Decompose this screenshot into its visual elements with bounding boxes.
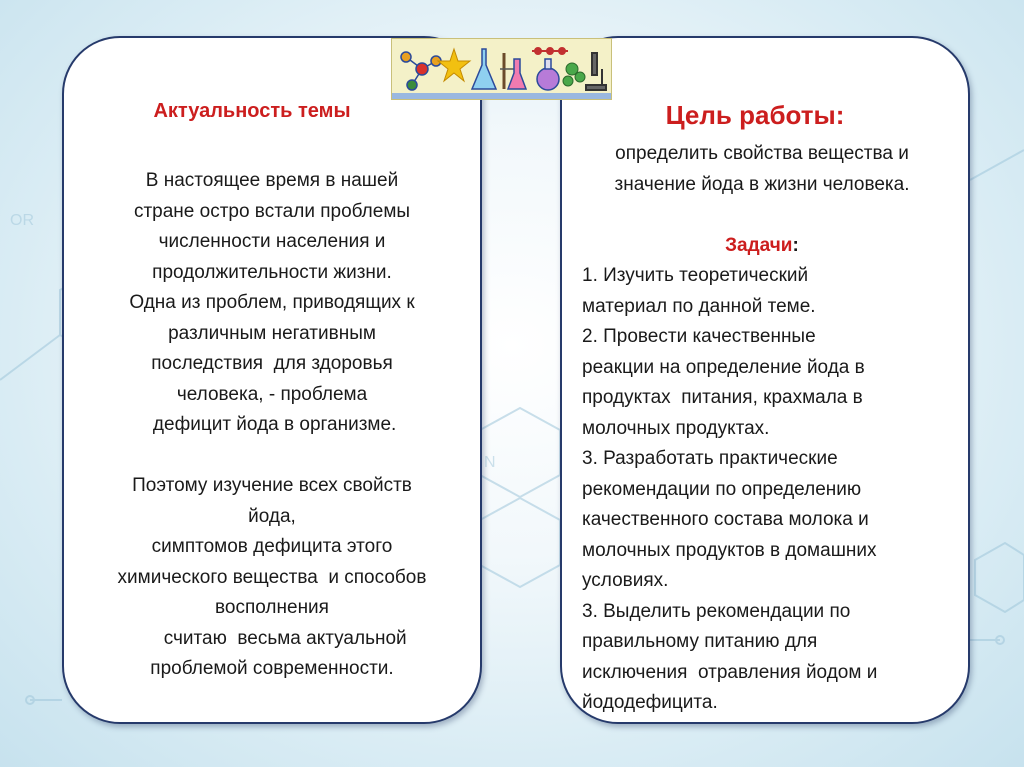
text-line: йода, — [248, 505, 296, 527]
text-line: Поэтому изучение всех свойств — [132, 475, 412, 496]
text-line: численности населения и — [158, 231, 386, 252]
goal-line: значение йода в жизни человека. — [614, 173, 910, 195]
paragraph-spacer — [64, 441, 480, 472]
relevance-text — [64, 166, 480, 685]
task-line: 2. Провести качественные — [582, 326, 816, 347]
tasks-heading-label: Задачи — [725, 234, 793, 256]
paragraph-spacer — [582, 200, 962, 231]
relevance-title: Актуальность темы — [153, 100, 351, 122]
task-line: 1. Изучить теоретический — [582, 265, 809, 286]
task-line: 3. Разработать практические — [582, 448, 838, 469]
text-line: симптомов дефицита этого — [151, 536, 393, 557]
text-line: В настоящее время в нашей — [145, 170, 399, 191]
text-line: стране остро встали проблемы — [133, 200, 411, 222]
task-line: условиях. — [582, 570, 669, 591]
task-line: молочных продуктов в домашних — [582, 539, 877, 561]
task-line: материал по данной теме. — [582, 295, 816, 317]
goal-text — [582, 139, 962, 719]
text-line: продолжительности жизни. — [152, 261, 392, 283]
task-line: правильному питанию для — [582, 631, 818, 652]
task-line: молочных продуктах. — [582, 417, 770, 439]
goal-title: Цель работы: — [665, 100, 845, 130]
text-line: химического вещества и способов — [117, 566, 427, 588]
goal-line: определить свойства вещества и — [615, 143, 909, 164]
lab-equipment-icon — [392, 39, 612, 100]
task-line: рекомендации по определению — [582, 478, 862, 500]
chemistry-lab-illustration — [391, 38, 612, 100]
text-line: проблемой современности. — [150, 658, 394, 679]
svg-text:OR: OR — [10, 212, 34, 229]
task-line: исключения отравления йодом и — [582, 661, 878, 683]
text-line: различным негативным — [168, 322, 376, 344]
task-line: качественного состава молока и — [582, 509, 869, 530]
tasks-heading-colon: : — [792, 234, 799, 256]
task-line: 3. Выделить рекомендации по — [582, 600, 851, 622]
tasks-heading — [562, 231, 962, 262]
task-line: реакции на определение йода в — [582, 356, 865, 378]
text-line: последствия для здоровья — [151, 353, 393, 374]
text-line: считаю весьма актуальной — [137, 627, 407, 649]
goal-card — [560, 36, 970, 724]
svg-text:N: N — [484, 454, 496, 471]
task-line: йододефицита. — [582, 692, 718, 713]
relevance-card — [62, 36, 482, 724]
text-line: Одна из проблем, приводящих к — [129, 292, 415, 313]
task-line: продуктах питания, крахмала в — [582, 387, 863, 408]
text-line: дефицит йода в организме. — [147, 414, 397, 435]
text-line: восполнения — [215, 597, 329, 618]
text-line: человека, - проблема — [176, 383, 368, 405]
